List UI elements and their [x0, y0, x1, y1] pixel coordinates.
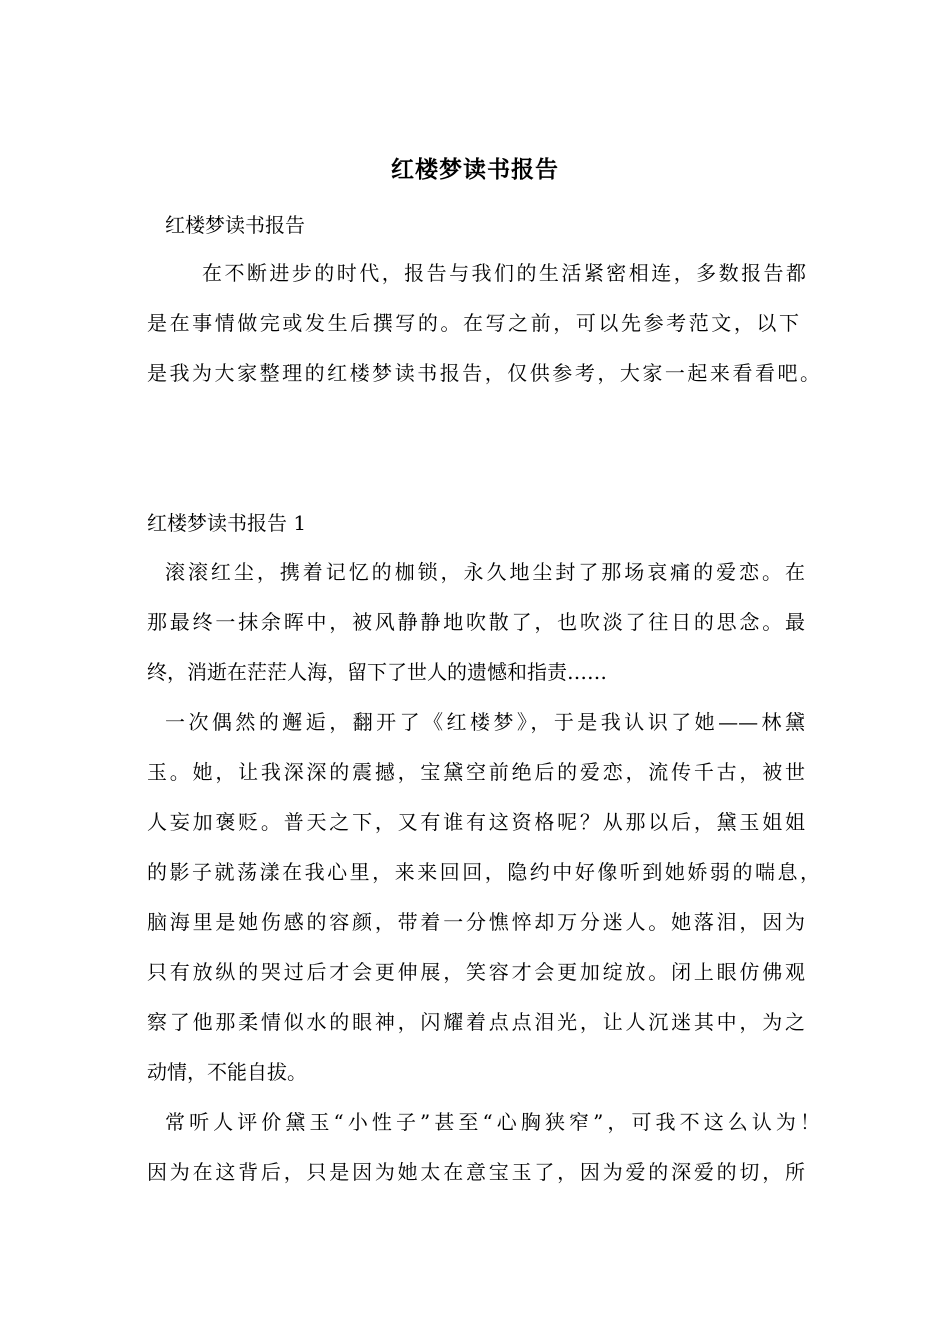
intro-line: 是我为大家整理的红楼梦读书报告，仅供参考，大家一起来看看吧。: [147, 361, 820, 385]
intro-line: 在不断进步的时代，报告与我们的生活紧密相连，多数报告都: [202, 261, 806, 285]
body-line: 滚滚红尘，携着记忆的枷锁，永久地尘封了那场哀痛的爱恋。在: [165, 560, 805, 584]
body-line: 一次偶然的邂逅，翻开了《红楼梦》，于是我认识了她——林黛: [165, 710, 805, 734]
body-line: 脑海里是她伤感的容颜，带着一分憔悴却万分迷人。她落泪，因为: [147, 910, 805, 934]
body-line: 终，消逝在茫茫人海，留下了世人的遗憾和指责……: [147, 660, 607, 684]
body-line: 那最终一抹余晖中，被风静静地吹散了，也吹淡了往日的思念。最: [147, 610, 805, 634]
body-line: 玉。她，让我深深的震撼，宝黛空前绝后的爱恋，流传千古，被世: [147, 760, 805, 784]
intro-line: 是在事情做完或发生后撰写的。在写之前，可以先参考范文，以下: [147, 311, 799, 335]
body-line: 只有放纵的哭过后才会更伸展，笑容才会更加绽放。闭上眼仿佛观: [147, 960, 805, 984]
document-title: 红楼梦读书报告: [391, 156, 559, 183]
body-line: 察了他那柔情似水的眼神，闪耀着点点泪光，让人沉迷其中，为之: [147, 1010, 805, 1034]
body-line: 常听人评价黛玉“小性子”甚至“心胸狭窄”，可我不这么认为！: [165, 1110, 820, 1134]
body-line: 动情，不能自拔。: [147, 1060, 307, 1084]
body-line: 的影子就荡漾在我心里，来来回回，隐约中好像听到她娇弱的喘息，: [147, 860, 820, 884]
document-subtitle: 红楼梦读书报告: [165, 213, 305, 237]
body-line: 人妄加褒贬。普天之下，又有谁有这资格呢？从那以后，黛玉姐姐: [147, 810, 805, 834]
body-line: 因为在这背后，只是因为她太在意宝玉了，因为爱的深爱的切，所: [147, 1160, 805, 1184]
section-heading: 红楼梦读书报告 1: [147, 511, 307, 535]
